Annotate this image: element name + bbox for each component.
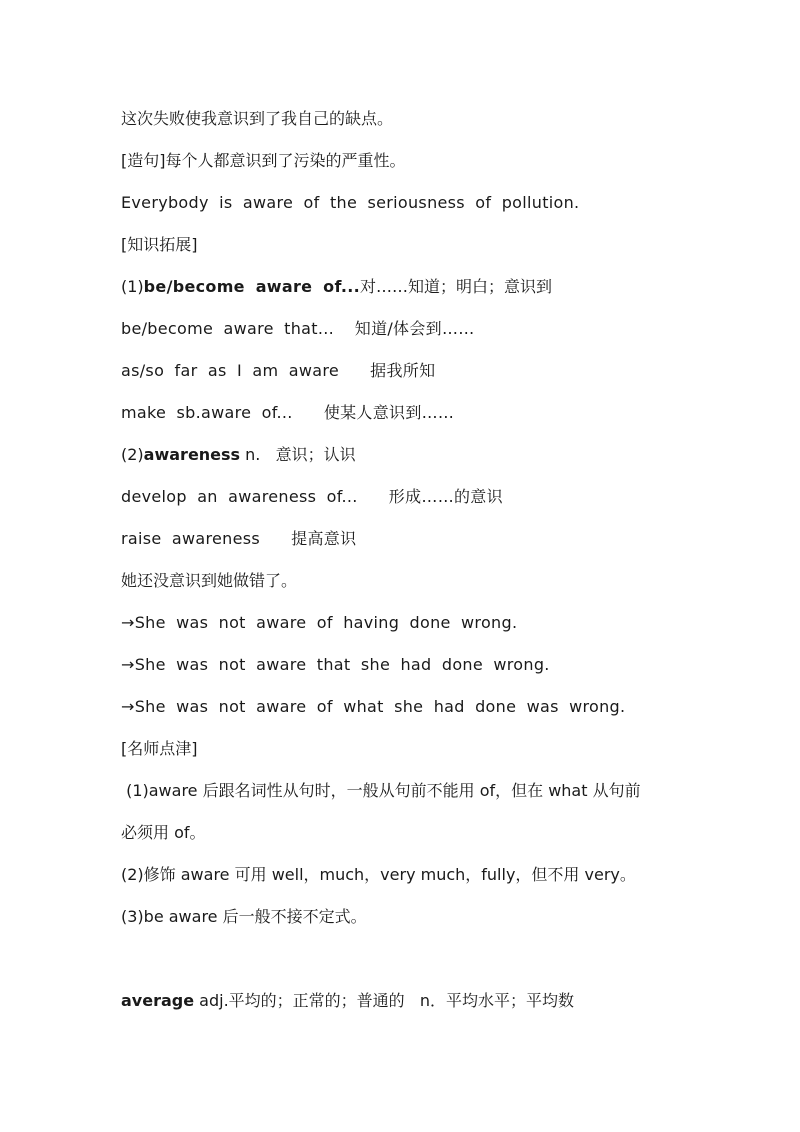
- phrase-aware-that: be/become aware that... 知道/体会到……: [121, 319, 475, 338]
- knowledge-extension-heading: [知识拓展]: [121, 235, 198, 254]
- teacher-notes-heading: [名师点津]: [121, 739, 198, 758]
- phrase-item-1: [121, 277, 552, 297]
- definition: adj.平均的；正常的；普通的 n．平均水平；平均数: [194, 991, 575, 1010]
- sentence-making-answer: Everybody is aware of the seriousness of pollution.: [121, 193, 580, 212]
- phrase-meaning: 对……知道；明白；意识到: [360, 277, 553, 296]
- example-translation-1: →She was not aware of having done wrong.: [121, 613, 518, 632]
- example-translation-2: →She was not aware that she had done wrong.: [121, 655, 550, 674]
- note-1-line-2: 必须用 of。: [121, 823, 206, 842]
- note-2: (2)修饰 aware 可用 well，much，very much，fully，但不用 very。: [121, 865, 636, 884]
- note-1-line-1: (1)aware 后跟名词性从句时，一般从句前不能用 of，但在 what 从句前: [121, 781, 641, 800]
- vocab-entry-average: [121, 991, 574, 1011]
- example-chinese-2: 她还没意识到她做错了。: [121, 571, 298, 590]
- headword: average: [121, 991, 195, 1010]
- phrase-as-far-as: as/so far as I am aware 据我所知: [121, 361, 436, 380]
- phrase-item-2: [121, 445, 356, 465]
- phrase-raise-awareness: raise awareness 提高意识: [121, 529, 357, 548]
- phrase-number: (2): [121, 445, 144, 464]
- phrase-bold: be/become aware of...: [143, 277, 360, 296]
- sentence-making-prompt: [造句]每个人都意识到了污染的严重性。: [121, 151, 406, 170]
- example-sentence-chinese: 这次失败使我意识到了我自己的缺点。: [121, 109, 394, 128]
- note-3: (3)be aware 后一般不接不定式。: [121, 907, 367, 926]
- phrase-make-aware: make sb.aware of... 使某人意识到……: [121, 403, 455, 422]
- phrase-meaning: n. 意识；认识: [240, 445, 356, 464]
- phrase-bold: awareness: [143, 445, 241, 464]
- phrase-develop-awareness: develop an awareness of... 形成……的意识: [121, 487, 503, 506]
- example-translation-3: →She was not aware of what she had done was wrong.: [121, 697, 626, 716]
- phrase-number: (1): [121, 277, 144, 296]
